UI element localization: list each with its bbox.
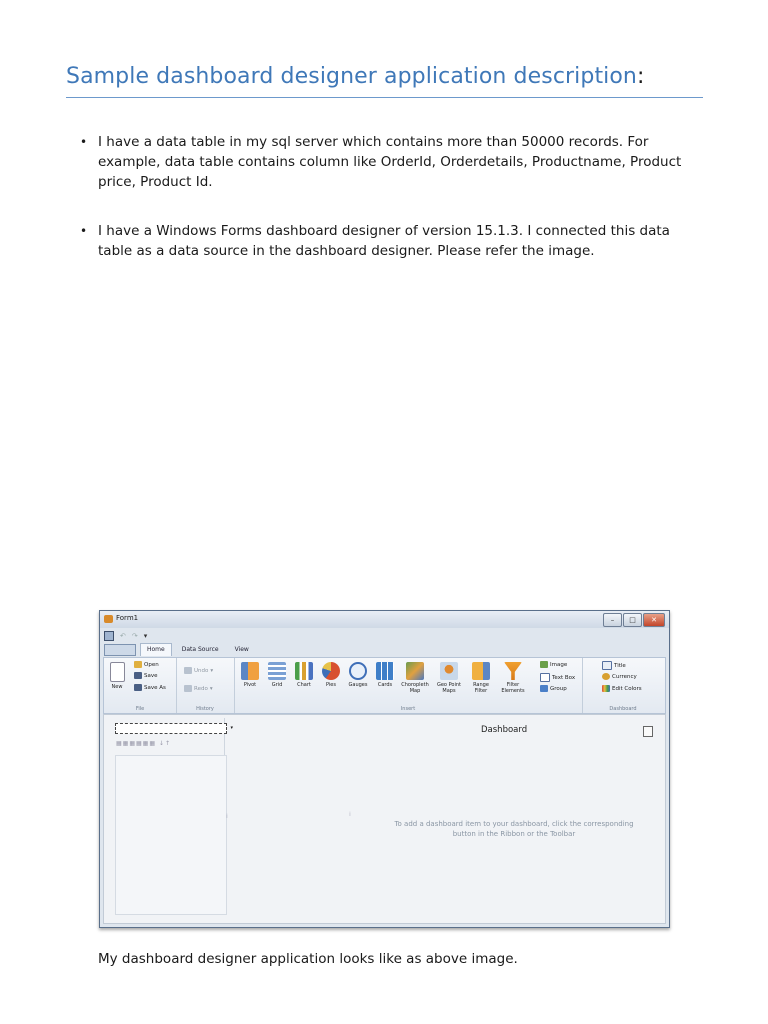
- choropleth-map-icon: [406, 662, 424, 680]
- window-controls: [603, 613, 665, 627]
- export-icon[interactable]: [643, 726, 653, 737]
- image-label: Image: [550, 661, 568, 668]
- group-history: [176, 658, 235, 713]
- page-title: [66, 64, 702, 89]
- title-icon: [602, 661, 612, 670]
- geo-point-map-icon: [440, 662, 458, 680]
- hint-line: button in the Ribbon or the Toolbar: [452, 830, 576, 838]
- group-title: Dashboard: [609, 706, 637, 712]
- title-button[interactable]: [602, 661, 626, 670]
- group-button[interactable]: [540, 685, 567, 692]
- image-icon: [540, 661, 548, 668]
- image-caption: My dashboard designer application looks like as above image.: [98, 951, 518, 967]
- close-icon[interactable]: ✕: [643, 613, 665, 627]
- chart-button[interactable]: Chart: [291, 662, 317, 688]
- image-button[interactable]: [540, 661, 567, 668]
- group-icon: [540, 685, 548, 692]
- range-filter-icon: [472, 662, 490, 680]
- hint-line: To add a dashboard item to your dashboard, click the corresponding: [394, 820, 634, 828]
- cards-icon: [376, 662, 394, 680]
- filter-elements-button[interactable]: Filter Elements: [496, 662, 530, 694]
- text-box-label: Text Box: [552, 674, 576, 681]
- title-text: Sample dashboard designer application description: [66, 64, 637, 89]
- text-box-button[interactable]: [540, 673, 575, 682]
- pies-button[interactable]: Pies: [318, 662, 344, 688]
- chart-icon: [295, 662, 313, 680]
- title-colon: :: [636, 64, 645, 89]
- window-title: Form1: [116, 614, 139, 622]
- save-as-icon: [134, 684, 142, 691]
- redo-icon[interactable]: ↷: [131, 631, 138, 640]
- field-list-toolbar: ▦▦▦▦▦▦ ↓↑: [116, 740, 171, 747]
- cards-button[interactable]: Cards: [372, 662, 398, 688]
- minimize-icon[interactable]: –: [603, 613, 622, 627]
- field-list[interactable]: [115, 755, 227, 915]
- currency-button[interactable]: [602, 673, 637, 680]
- bullet-list: [80, 132, 700, 290]
- undo-icon[interactable]: ↶: [120, 631, 126, 640]
- group-title: History: [196, 706, 214, 712]
- text-box-icon: [540, 673, 550, 682]
- edit-colors-button[interactable]: [602, 685, 642, 692]
- redo-button[interactable]: Redo ▾: [184, 685, 213, 692]
- filter-icon: [504, 662, 522, 680]
- open-label: Open: [144, 661, 159, 668]
- group-file: [104, 658, 177, 713]
- redo-icon: [184, 685, 192, 692]
- customize-dropdown-icon[interactable]: ▾: [143, 631, 148, 640]
- group-title: File: [135, 706, 145, 712]
- empty-dashboard-hint: [374, 819, 654, 839]
- save-button[interactable]: [134, 672, 158, 679]
- edit-colors-label: Edit Colors: [612, 685, 642, 692]
- tab-home[interactable]: Home: [140, 643, 172, 656]
- tab-data-source[interactable]: Data Source: [181, 646, 219, 653]
- splitter-grip[interactable]: ⁞: [349, 811, 351, 818]
- app-screenshot: [99, 610, 670, 928]
- group-title: Insert: [400, 706, 416, 712]
- bullet-item: • I have a Windows Forms dashboard designer of version 15.1.3. I connected this data table as a data source in the dashboard designer. Please refer the image.: [80, 221, 700, 261]
- currency-label: Currency: [612, 673, 637, 680]
- title-underline: [66, 97, 703, 98]
- currency-icon: [602, 673, 610, 680]
- save-as-label: Save As: [144, 684, 166, 691]
- app-icon: [104, 615, 113, 623]
- window-titlebar: [100, 611, 669, 628]
- ribbon-tabs: [104, 644, 255, 656]
- pie-icon: [322, 662, 340, 680]
- save-icon[interactable]: [104, 631, 114, 641]
- designer-surface: [103, 714, 666, 924]
- tab-view[interactable]: View: [234, 646, 249, 653]
- undo-label: Undo: [194, 667, 209, 674]
- save-as-button[interactable]: [134, 684, 166, 691]
- undo-icon: [184, 667, 192, 674]
- ribbon: [103, 657, 666, 714]
- group-label: Group: [550, 685, 567, 692]
- range-filter-button[interactable]: Range Filter: [468, 662, 494, 694]
- gauge-icon: [349, 662, 367, 680]
- open-icon: [134, 661, 142, 668]
- choropleth-map-button[interactable]: Choropleth Map: [400, 662, 430, 694]
- data-source-combo[interactable]: [115, 723, 233, 734]
- quick-access-toolbar: [104, 630, 147, 641]
- group-dashboard: [582, 658, 664, 713]
- bullet-item: • I have a data table in my sql server which contains more than 50000 records. For example, data table contains column like OrderId, Orderdetails, Productname, Product price, Product Id.: [80, 132, 700, 192]
- save-icon: [134, 672, 142, 679]
- new-label: New: [111, 684, 123, 690]
- group-insert: [234, 658, 583, 713]
- grid-icon: [268, 662, 286, 680]
- maximize-icon[interactable]: □: [623, 613, 642, 627]
- grid-button[interactable]: Grid: [264, 662, 290, 688]
- title-label: Title: [614, 662, 626, 669]
- gauges-button[interactable]: Gauges: [345, 662, 371, 688]
- pivot-icon: [241, 662, 259, 680]
- edit-colors-icon: [602, 685, 610, 692]
- data-source-pane: [110, 718, 233, 915]
- geo-point-maps-button[interactable]: Geo Point Maps: [433, 662, 465, 694]
- new-button[interactable]: [106, 662, 128, 690]
- tab-file[interactable]: [104, 644, 136, 656]
- open-button[interactable]: [134, 661, 159, 668]
- chevron-down-icon[interactable]: ▾: [230, 725, 233, 731]
- dashboard-title: Dashboard: [481, 725, 528, 735]
- pivot-button[interactable]: Pivot: [237, 662, 263, 688]
- splitter-grip[interactable]: ⁞: [226, 813, 228, 820]
- new-icon: [110, 662, 125, 682]
- redo-label: Redo: [194, 685, 208, 692]
- undo-button[interactable]: Undo ▾: [184, 667, 213, 674]
- save-label: Save: [144, 672, 158, 679]
